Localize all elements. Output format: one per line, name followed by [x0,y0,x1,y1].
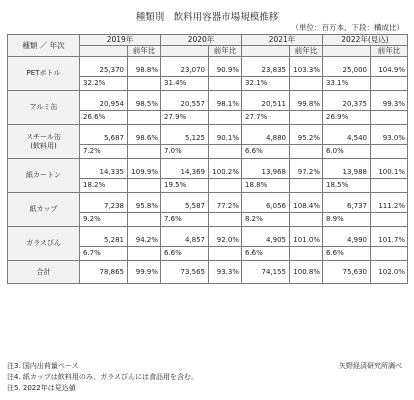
value-cell: 14,335 [80,159,128,179]
value-cell: 5,687 [80,125,128,145]
blank-cell [290,145,323,159]
total-row [8,261,408,284]
blank-cell [371,77,408,91]
value-cell: 20,954 [80,91,128,111]
value-cell: 4,990 [323,227,371,247]
category-cell: PETボトル [8,57,80,91]
value-cell: 14,369 [161,159,209,179]
source-credit: 矢野経済研究所調べ [339,362,402,370]
table-title: 種類別 飲料用容器市場規模推移 [135,12,279,23]
category-cell: ガラスびん [8,227,80,261]
growth-cell: 95.8% [128,193,161,213]
growth-cell: 90.1% [209,125,242,145]
share-cell: 6.7% [80,247,128,261]
blank-cell [128,145,161,159]
category-cell: 紙カップ [8,193,80,227]
growth-cell: 94.2% [128,227,161,247]
share-cell: 7.0% [161,145,209,159]
growth-cell: 108.4% [290,193,323,213]
value-cell: 13,968 [242,159,290,179]
value-cell: 4,857 [161,227,209,247]
category-cell: スチール缶 (飲料用) [8,125,80,159]
value-cell: 23,070 [161,57,209,77]
total-growth-cell: 100.8% [290,261,323,284]
share-cell: 32.1% [242,77,290,91]
share-cell: 18.8% [242,179,290,193]
share-cell: 18.5% [323,179,371,193]
share-cell: 7.2% [80,145,128,159]
share-cell: 18.2% [80,179,128,193]
year-header: 2019年 [80,35,161,46]
value-cell: 4,905 [242,227,290,247]
value-subheader [80,46,128,57]
share-cell: 8.2% [242,213,290,227]
growth-subheader: 前年比 [209,46,242,57]
growth-cell: 97.2% [290,159,323,179]
blank-cell [128,213,161,227]
value-cell: 25,370 [80,57,128,77]
blank-cell [128,247,161,261]
value-cell: 25,000 [323,57,371,77]
share-cell: 8.9% [323,213,371,227]
blank-cell [128,77,161,91]
total-growth-cell: 93.3% [209,261,242,284]
total-value-cell: 78,865 [80,261,128,284]
growth-cell: 104.9% [371,57,408,77]
share-cell: 26.6% [80,111,128,125]
share-cell: 27.7% [242,111,290,125]
value-cell: 7,238 [80,193,128,213]
share-cell: 27.9% [161,111,209,125]
value-cell: 13,988 [323,159,371,179]
table-body [8,57,408,284]
blank-cell [371,111,408,125]
blank-cell [371,213,408,227]
growth-cell: 99.3% [371,91,408,111]
blank-cell [209,145,242,159]
blank-cell [209,247,242,261]
share-cell: 32.2% [80,77,128,91]
share-cell: 31.4% [161,77,209,91]
unit-note: （単位：百万本、下段：構成比） [291,23,404,32]
total-growth-cell: 102.0% [371,261,408,284]
year-header: 2021年 [242,35,323,46]
blank-cell [128,111,161,125]
value-subheader [242,46,290,57]
total-value-cell: 75,630 [323,261,371,284]
share-cell: 33.1% [323,77,371,91]
growth-subheader: 前年比 [290,46,323,57]
category-header: 種類 ／ 年次 [8,35,80,57]
blank-cell [290,77,323,91]
table-row [8,193,408,213]
value-cell: 5,587 [161,193,209,213]
share-cell: 19.5% [161,179,209,193]
growth-cell: 101.7% [371,227,408,247]
blank-cell [371,145,408,159]
growth-cell: 92.0% [209,227,242,247]
share-cell: 6.6% [323,247,371,261]
blank-cell [290,179,323,193]
table-row [8,57,408,77]
total-value-cell: 73,565 [161,261,209,284]
value-subheader [323,46,371,57]
growth-cell: 95.2% [290,125,323,145]
value-subheader [161,46,209,57]
growth-cell: 100.2% [209,159,242,179]
notes [7,361,198,394]
table-row [8,159,408,179]
growth-cell: 98.5% [128,91,161,111]
blank-cell [290,213,323,227]
note-line: 注3. 国内出荷量ベース [7,362,79,370]
growth-subheader: 前年比 [371,46,408,57]
value-cell: 6,056 [242,193,290,213]
growth-cell: 101.0% [290,227,323,247]
total-label: 合計 [8,261,80,284]
value-cell: 20,375 [323,91,371,111]
category-cell: アルミ缶 [8,91,80,125]
growth-cell: 99.8% [290,91,323,111]
growth-cell: 100.1% [371,159,408,179]
growth-cell: 109.9% [128,159,161,179]
blank-cell [290,111,323,125]
share-cell: 7.6% [161,213,209,227]
growth-cell: 98.6% [128,125,161,145]
growth-cell: 98.8% [128,57,161,77]
growth-cell: 103.3% [290,57,323,77]
share-cell: 9.2% [80,213,128,227]
value-cell: 4,540 [323,125,371,145]
table-row [8,227,408,247]
value-cell: 5,125 [161,125,209,145]
growth-cell: 77.2% [209,193,242,213]
growth-cell: 98.1% [209,91,242,111]
year-header: 2020年 [161,35,242,46]
share-cell: 6.6% [161,247,209,261]
blank-cell [209,213,242,227]
note-line: 注5. 2022年は見込値 [7,384,76,392]
table-row [8,91,408,111]
growth-cell: 111.2% [371,193,408,213]
year-header: 2022年(見込) [323,35,408,46]
blank-cell [371,247,408,261]
blank-cell [209,111,242,125]
value-cell: 20,557 [161,91,209,111]
blank-cell [209,179,242,193]
share-cell: 26.9% [323,111,371,125]
growth-cell: 93.0% [371,125,408,145]
share-cell: 6.6% [242,145,290,159]
value-cell: 6,737 [323,193,371,213]
blank-cell [371,179,408,193]
note-line: 注4. 紙カップは飲料用のみ、ガラスびんには食品用を含む。 [7,373,199,381]
value-cell: 5,281 [80,227,128,247]
total-value-cell: 74,155 [242,261,290,284]
share-cell: 6.6% [242,247,290,261]
blank-cell [290,247,323,261]
category-cell: 紙カートン [8,159,80,193]
value-cell: 4,880 [242,125,290,145]
blank-cell [209,77,242,91]
total-growth-cell: 99.9% [128,261,161,284]
share-cell: 6.0% [323,145,371,159]
value-cell: 20,511 [242,91,290,111]
growth-subheader: 前年比 [128,46,161,57]
market-table [7,34,408,284]
value-cell: 23,835 [242,57,290,77]
blank-cell [128,179,161,193]
table-row [8,125,408,145]
growth-cell: 90.9% [209,57,242,77]
